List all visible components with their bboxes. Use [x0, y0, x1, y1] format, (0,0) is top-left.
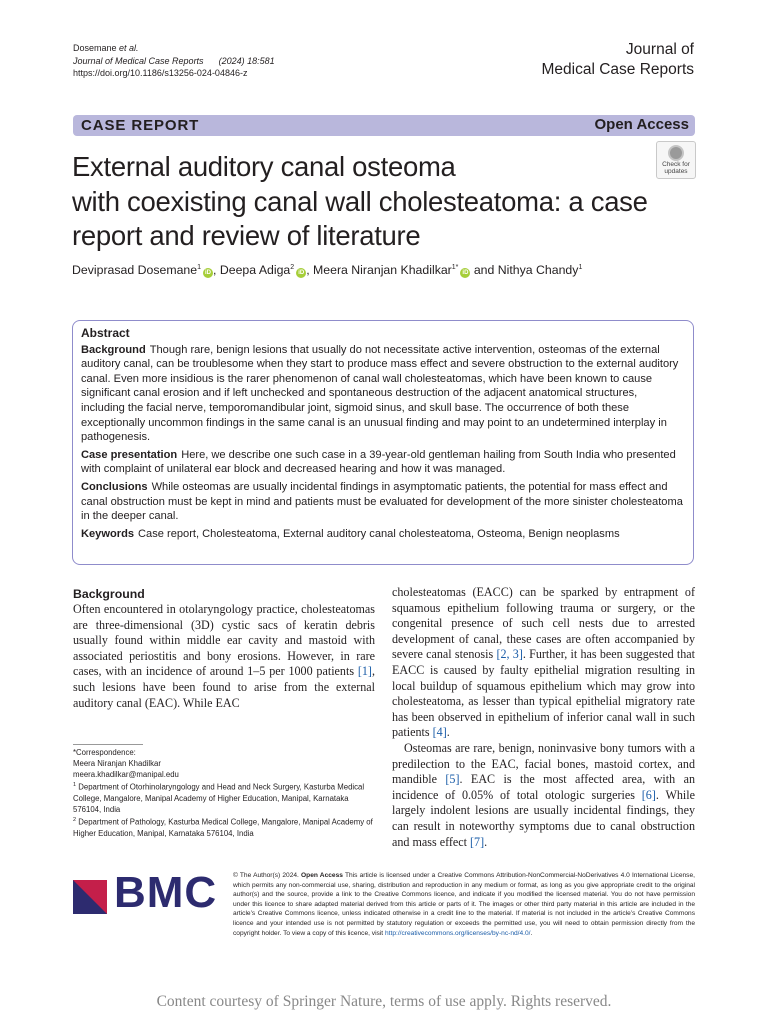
journal-name-line1: Journal of — [625, 41, 694, 58]
footnote-divider — [73, 744, 143, 745]
journal-reference: Journal of Medical Case Reports — [73, 55, 204, 66]
body-text: Osteomas are rare, benign, noninvasive bony tumors with a predilection to the EAC, facial bones, mastoid cortex, and mandible — [392, 740, 695, 787]
body-text: . — [446, 725, 450, 740]
bmc-logo-text: BMC — [114, 868, 218, 917]
check-updates-line2: updates — [664, 168, 688, 175]
doi-link[interactable]: https://doi.org/10.1186/s13256-024-04846-z — [73, 68, 248, 78]
body-text: . EAC is the most affected area, with an incidence of 0.05% of total otologic surgeries — [392, 772, 696, 802]
body-text: . — [484, 834, 488, 849]
abstract-background — [81, 343, 683, 445]
abstract-section-label: Conclusions — [81, 480, 148, 493]
author-name[interactable]: Meera Niranjan Khadilkar — [313, 263, 452, 277]
correspondence-email[interactable]: meera.khadilkar@manipal.edu — [73, 769, 179, 779]
affiliation-number: 1 — [73, 782, 77, 789]
abstract-keywords — [81, 527, 683, 542]
correspondence-name: Meera Niranjan Khadilkar — [73, 758, 161, 768]
citation-link[interactable]: [5] — [445, 772, 460, 787]
abstract-section-label: Keywords — [81, 527, 135, 540]
orcid-icon[interactable]: iD — [462, 270, 469, 276]
author-affiliation-mark: 1* — [451, 263, 459, 271]
license-url-link[interactable]: http://creativecommons.org/licenses/by-nc-nd/4.0/ — [385, 929, 531, 937]
open-access-label: Open Access — [594, 116, 689, 133]
affiliation-number: 2 — [73, 817, 77, 824]
orcid-icon[interactable]: iD — [298, 270, 305, 276]
running-author: Dosemane — [73, 43, 117, 53]
abstract-conclusions — [81, 480, 683, 524]
affiliation-text: Department of Pathology, Kasturba Medical College, Mangalore, Manipal Academy of Higher Education, Manipal, Karnataka 576104, India — [73, 817, 373, 838]
correspondence-label: *Correspondence: — [73, 748, 136, 757]
affiliation-text: Department of Otorhinolaryngology and Head and Neck Surgery, Kasturba Medical College, Mangalore, Manipal Academy of Higher Education, Manipal, Karnataka 576104, India — [73, 782, 365, 814]
abstract-case-presentation — [81, 448, 683, 477]
body-text: . Further, it has been suggested that EACC is caused by faulty epithelial migration resulting in local buildup of squamous epithelium which may grow into cholesteatoma, as lesser than typical epithelial migratory rate has been observed in epithelium of inferior canal wall in such patients — [392, 647, 695, 740]
citation-link[interactable]: [6] — [641, 787, 656, 802]
abstract-box — [72, 320, 694, 565]
abstract-section-text: While osteomas are usually incidental findings in asymptomatic patients, the potential for mass effect and canal obstruction must be kept in mind and patients must be evaluated for development of the more sinister cholesteatoma in the deeper canal. — [81, 480, 683, 523]
section-heading-background: Background — [73, 587, 145, 601]
author-separator: , — [306, 263, 314, 277]
affiliation-2 — [73, 815, 373, 839]
title-line-2: with coexisting canal wall cholesteatoma: a case — [72, 185, 648, 217]
body-text: cholesteatomas (EACC) can be sparked by entrapment of squamous epithelium following trauma or surgery, or the congenital presence of such cell nests due to arrested development of canal, these cases are often accompanied by severe canal stenosis — [392, 585, 695, 662]
citation-link[interactable]: [1] — [357, 664, 372, 679]
article-type-band — [73, 115, 695, 136]
check-updates-icon — [668, 145, 684, 161]
author-name[interactable]: Deepa Adiga — [219, 263, 291, 277]
author-list — [72, 263, 582, 278]
running-author-etal: et al. — [119, 43, 139, 53]
affiliation-1 — [73, 780, 373, 815]
abstract-section-label: Background — [81, 343, 146, 356]
abstract-section-text: Though rare, benign lesions that usually do not necessitate active intervention, osteomas of the external auditory canal, can be troublesome when they start to produce mass effect and severe obstruction to the external auditory canal. Even more insidious is the rarer phenomenon of canal wall cholesteatomas, which have been known to cause significant canal erosion and if left unchecked and spontaneous destruction of the adjacent anatomical structures, including the facial nerve, temporomandibular joint, sigmoid sinus, and skull base. The occurrence of both these exceptionally uncommon findings in the same canal is an unusual finding and may point to an undetermined interplay in pathogenesis. — [81, 343, 679, 444]
body-paragraph — [73, 602, 375, 711]
abstract-section-text: Case report, Cholesteatoma, External auditory canal cholesteatoma, Osteoma, Benign neoplasms — [138, 527, 620, 540]
check-for-updates-badge[interactable] — [656, 141, 696, 179]
abstract-heading: Abstract — [81, 326, 130, 340]
correspondence-footnotes — [73, 748, 373, 840]
body-text: Often encountered in otolaryngology practice, cholesteatomas are three-dimensional (3D) cystic sacs of keratin debris usually found within middle ear cavity and mastoid with associated periostitis and bony erosions. However, in rare cases, with an incidence of around 1–5 per 1000 patients — [73, 602, 375, 679]
body-paragraph — [392, 585, 695, 741]
journal-name-line2: Medical Case Reports — [541, 61, 694, 78]
author-name[interactable]: Nithya Chandy — [497, 263, 579, 277]
author-affiliation-mark: 1 — [578, 263, 583, 271]
citation-link[interactable]: [7] — [470, 834, 485, 849]
citation-link[interactable]: [4] — [432, 725, 447, 740]
body-right-column — [392, 585, 695, 850]
author-separator: , — [213, 263, 220, 277]
citation-link[interactable]: [2, 3] — [496, 647, 523, 662]
license-open-access: Open Access — [301, 872, 343, 879]
title-line-1: External auditory canal osteoma — [72, 151, 456, 182]
body-text: . While largely indolent lesions are usually incidental findings, they can result in noteworthy symptoms due to canal obstruction and mass effect — [392, 787, 695, 849]
author-name[interactable]: Deviprasad Dosemane — [72, 263, 198, 277]
title-line-3: report and review of literature — [72, 220, 421, 251]
year-volume: (2024) 18:581 — [218, 55, 275, 66]
orcid-icon[interactable]: iD — [205, 270, 211, 276]
author-separator: and — [470, 263, 498, 277]
article-type: CASE REPORT — [81, 117, 200, 134]
license-text: This article is licensed under a Creative Commons Attribution-NonCommercial-NoDerivatives 4.0 International License, which permits any non-commercial use, sharing, distribution and reproduction in any medium or format, as long as you give appropriate credit to the original author(s) and the source, provide a link to the Creative Commons licence, and indicate if you modified the licensed material. You do not have permission under this licence to share adapted material derived from this article or parts of it. The images or other third party material in this article are included in the article’s Creative Commons licence, unless indicated otherwise in a credit line to the material. If material is not included in the article’s Creative Commons licence and your intended use is not permitted by statutory regulation or exceeds the permitted use, you will need to obtain permission directly from the copyright holder. To view a copy of this licence, visit — [233, 872, 695, 937]
abstract-section-label: Case presentation — [81, 448, 178, 461]
license-copyright: © The Author(s) 2024. — [233, 872, 299, 879]
article-meta — [73, 42, 275, 80]
bmc-logo-icon — [73, 880, 107, 914]
license-statement — [233, 871, 695, 938]
courtesy-notice: Content courtesy of Springer Nature, terms of use apply. Rights reserved. — [156, 993, 612, 1010]
body-paragraph — [392, 741, 695, 850]
license-end: . — [530, 929, 533, 937]
author-affiliation-mark: 1 — [197, 263, 201, 271]
check-updates-line1: Check for — [662, 161, 690, 168]
abstract-section-text: Here, we describe one such case in a 39-year-old gentleman hailing from South India who presented with complaint of unilateral ear block and decreased hearing and how it was managed. — [81, 448, 676, 476]
article-title — [72, 150, 672, 254]
body-text: , such lesions have been found to arise from the external auditory canal (EAC). While EAC — [73, 664, 375, 710]
body-left-column — [73, 586, 375, 711]
author-affiliation-mark: 2 — [290, 263, 295, 271]
journal-name — [542, 40, 694, 80]
